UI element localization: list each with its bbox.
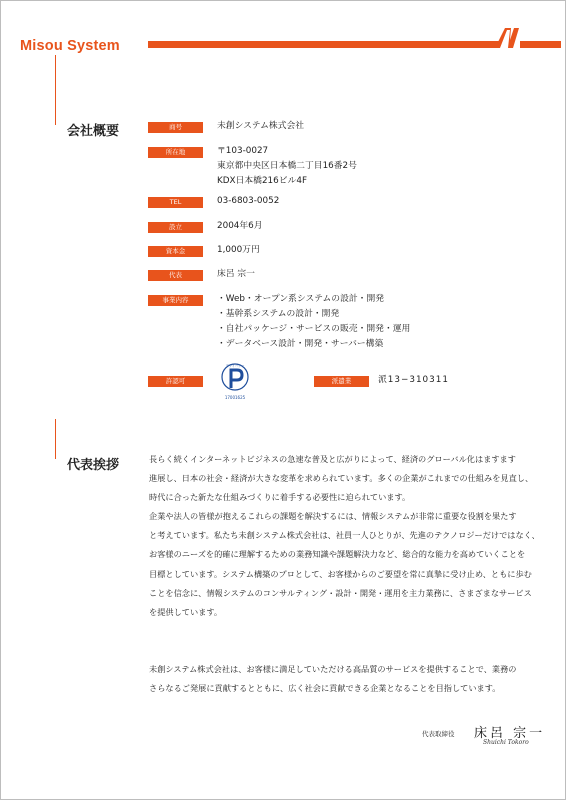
- greeting-line: を提供しています。: [149, 606, 223, 617]
- greeting-line: 時代に合った新たな仕組みづくりに着手する必要性に迫られています。: [149, 492, 411, 503]
- greeting-line: お客様のニーズを的確に理解するための業務知識や課題解決力など、総合的な能力を高めていくことを: [149, 549, 526, 560]
- greeting-line: 長らく続くインターネットビジネスの急速な普及と広がりによって、経済のグローバル化はますます: [149, 454, 516, 464]
- row-value: 床呂 宗一: [217, 269, 255, 279]
- greeting-line: 未創システム株式会社は、お客様に満足していただける高品質のサービスを提供することで、業務の: [149, 663, 517, 674]
- overview-heading: 会社概要: [67, 124, 120, 139]
- row-value: 派13−310311: [378, 375, 449, 385]
- greeting-line: 企業や法人の皆様が抱えるこれらの課題を解決するには、情報システムが非常に重要な役割を果たす: [149, 511, 517, 522]
- row-label: 派遣業: [314, 376, 369, 387]
- row-value: 1,000万円: [217, 245, 260, 255]
- signature-title: 代表取締役: [422, 730, 455, 738]
- row-label: 代表: [148, 270, 203, 281]
- greeting-line: ことを信念に、情報システムのコンサルティング・設計・開発・運用を主力業務に、さまざまなサービス: [149, 587, 532, 598]
- row-value: 2004年6月: [217, 221, 263, 231]
- greeting-line: さらなるご発展に貢献するとともに、広く社会に貢献できる企業となることを目指しています。: [149, 682, 501, 693]
- greeting-line: と考えています。私たち未創システム株式会社は、社員一人ひとりが、先進のテクノロジーだけではなく、: [149, 530, 540, 541]
- privacy-mark-number: 17001625: [224, 395, 246, 400]
- overview-side-line: [55, 55, 56, 125]
- privacy-mark-text: プライバシー: [225, 364, 245, 368]
- paragraph-gap: [149, 641, 539, 660]
- row-value: 03-6803-0052: [217, 196, 280, 206]
- privacy-mark-icon: [219, 361, 251, 403]
- row-value: 〒103-0027 東京都中央区日本橋二丁目16番2号 KDX日本橋216ビル4F: [217, 146, 357, 186]
- row-value: 未創システム株式会社: [217, 121, 305, 131]
- row-label: 資本金: [148, 246, 203, 257]
- row-label: 商号: [148, 122, 203, 133]
- row-label: 設立: [148, 222, 203, 233]
- greeting-line: 目標としています。システム構築のプロとして、お客様からのご要望を常に真摯に受け止め、ともに歩む: [149, 568, 532, 579]
- row-label: 所在地: [148, 147, 203, 158]
- row-value: ・Web・オープン系システムの設計・開発 ・基幹系システムの設計・開発 ・自社パッケージ・サービスの販売・開発・運用 ・データベース設計・開発・サーバー構築: [217, 294, 411, 349]
- signature-name: 床呂 宗一: [474, 726, 546, 741]
- signature-handwritten: Shuichi Tokoro: [483, 739, 529, 746]
- row-label: 許認可: [148, 376, 203, 387]
- brand-title: Misou System: [20, 38, 120, 54]
- row-label: TEL: [148, 197, 203, 208]
- greeting-body: [149, 450, 539, 698]
- paragraph-gap: [149, 622, 539, 641]
- greeting-heading: 代表挨拶: [67, 458, 120, 473]
- greeting-side-line: [55, 419, 56, 459]
- greeting-line: 進展し、日本の社会・経済が大きな変革を求められています。多くの企業がこれまでの仕組みを見直し、: [149, 473, 534, 484]
- row-label: 事業内容: [148, 295, 203, 306]
- header-rule: [148, 41, 500, 48]
- header-rule-right: [520, 41, 561, 48]
